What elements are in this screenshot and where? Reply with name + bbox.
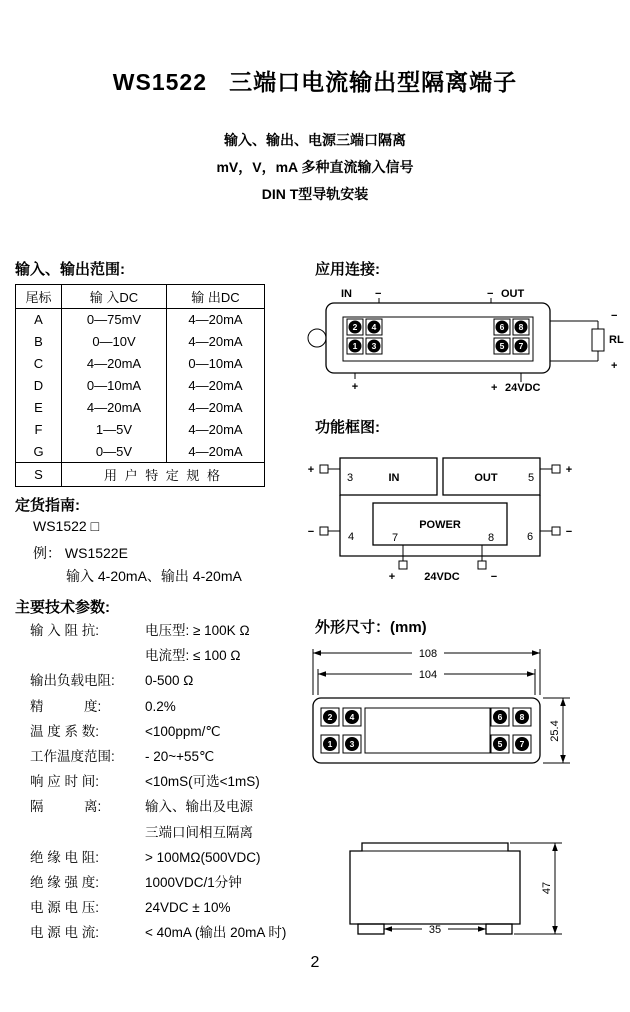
ordering-model: WS1522 □ <box>33 518 100 534</box>
spec-row-accuracy <box>30 694 286 719</box>
dim-47-value: 47 <box>541 881 553 895</box>
cell-code: G <box>16 441 62 463</box>
svg-text:4: 4 <box>371 322 377 332</box>
cell-output: 0—10mA <box>188 356 243 371</box>
terminal-5 <box>494 338 510 354</box>
table-header-row <box>16 285 265 309</box>
cell-output: 4—20mA <box>188 422 243 437</box>
cell-input: 0—10mA <box>62 375 167 397</box>
spec-value: 三端口间相互隔离 <box>145 824 253 840</box>
input-minus-lead <box>308 526 340 538</box>
outline-dimensions-drawing <box>300 641 630 951</box>
right-foot <box>486 924 512 934</box>
specs-list <box>30 618 286 945</box>
subtitle-din-rail: DIN T型导轨安装 <box>261 186 369 202</box>
load-resistor <box>592 329 604 351</box>
output-plus-lead <box>540 464 572 476</box>
cell-code: D <box>16 375 62 397</box>
cell-input: 4—20mA <box>62 397 167 419</box>
load-circuit <box>550 310 624 372</box>
load-plus-sign: + <box>611 360 618 372</box>
svg-text:4: 4 <box>349 712 355 722</box>
terminal-2 <box>321 708 339 726</box>
col-header-code: 尾标 <box>16 285 62 309</box>
spec-row-response-time <box>30 769 286 794</box>
dim-104 <box>318 669 535 695</box>
supply-leads <box>389 545 497 583</box>
terminal-4 <box>343 708 361 726</box>
spec-value: 电压型: ≥ 100K Ω <box>145 623 250 638</box>
svg-text:+: + <box>565 464 573 476</box>
terminal-7 <box>513 735 531 753</box>
cell-input: 0—10V <box>62 331 167 353</box>
table-row <box>16 419 265 441</box>
supply-minus-sign: − <box>490 571 498 583</box>
spec-row-insulation-resistance <box>30 845 286 870</box>
subtitle-isolation: 输入、输出、电源三端口隔离 <box>224 132 406 148</box>
dim-35 <box>384 924 486 936</box>
spec-label: 输出负载电阻: <box>30 673 115 689</box>
page-title: WS1522 三端口电流输出型隔离端子 <box>112 69 518 95</box>
table-row-custom <box>16 463 265 487</box>
spec-row-load-resistance <box>30 668 286 693</box>
cell-code: C <box>16 353 62 375</box>
supply-plus-sign: + <box>388 571 396 583</box>
load-minus-sign: − <box>611 310 618 322</box>
terminal-3 <box>366 338 382 354</box>
spec-row-isolation <box>30 794 286 819</box>
cell-input: 0—5V <box>62 441 167 463</box>
spec-label: 温 度 系 数: <box>30 723 100 739</box>
terminal-1 <box>347 338 363 354</box>
terminal-8-label: 8 <box>488 532 495 544</box>
dimensions-heading: 外形尺寸：(mm) <box>315 619 427 636</box>
svg-text:8: 8 <box>518 322 524 332</box>
spec-label: 电 源 电 流: <box>30 925 100 941</box>
subtitle-block <box>0 127 630 208</box>
power-label: POWER <box>419 519 461 531</box>
specs-heading: 主要技术参数: <box>15 599 110 616</box>
spec-row-supply-current <box>30 920 286 945</box>
spec-label: 输 入 阻 抗: <box>30 623 100 638</box>
svg-text:5: 5 <box>497 739 503 749</box>
table-row <box>16 397 265 419</box>
ordering-example: 例： WS1522E <box>33 545 128 561</box>
terminal-3-label: 3 <box>347 472 354 484</box>
svg-text:8: 8 <box>519 712 525 722</box>
svg-text:1: 1 <box>352 341 358 351</box>
spec-value: - 20~+55℃ <box>145 748 215 764</box>
spec-value: <100ppm/℃ <box>145 723 221 739</box>
table-row <box>16 331 265 353</box>
input-plus-lead <box>308 464 340 476</box>
terminal-5 <box>491 735 509 753</box>
cell-code: S <box>16 463 62 487</box>
svg-text:6: 6 <box>497 712 503 722</box>
cell-output: 4—20mA <box>188 312 243 328</box>
terminal-6 <box>494 319 510 335</box>
spec-value: 24VDC ± 10% <box>145 900 231 916</box>
svg-text:2: 2 <box>352 322 358 332</box>
terminal-2 <box>347 319 363 335</box>
dim-104-value: 104 <box>418 669 438 681</box>
in-plus-sign: + <box>351 381 359 393</box>
spec-value: <10mS(可选<1mS) <box>145 774 260 790</box>
spec-row-insulation-strength <box>30 870 286 895</box>
output-minus-lead <box>540 526 572 538</box>
in-label: IN <box>388 472 400 484</box>
subtitle-signals: mV，V，mA 多种直流输入信号 <box>216 159 414 175</box>
spec-row-temp-range <box>30 744 286 769</box>
svg-text:6: 6 <box>499 322 505 332</box>
spec-row-input-impedance <box>30 618 286 643</box>
spec-row-isolation-2 <box>30 820 286 845</box>
svg-text:7: 7 <box>518 341 524 351</box>
io-range-table <box>15 284 265 487</box>
spec-label: 工作温度范围: <box>30 748 115 764</box>
svg-text:−: − <box>565 526 573 538</box>
spec-row-temp-coefficient <box>30 719 286 744</box>
terminal-5-label: 5 <box>528 472 535 484</box>
spec-value: 0-500 Ω <box>145 673 194 689</box>
rl-label: RL <box>609 334 624 346</box>
spec-label: 电 源 电 压: <box>30 900 100 916</box>
cell-input: 4—20mA <box>62 353 167 375</box>
spec-label: 隔 离: <box>30 799 102 815</box>
cell-input: 1—5V <box>62 419 167 441</box>
ordering-heading: 定货指南: <box>15 497 80 514</box>
svg-text:3: 3 <box>349 739 355 749</box>
cell-output: 4—20mA <box>188 334 243 349</box>
out-label: OUT <box>474 472 498 484</box>
cell-custom-spec: 用 户 特 定 规 格 <box>62 463 265 487</box>
spec-value: > 100MΩ(500VDC) <box>145 849 261 865</box>
cell-code: F <box>16 419 62 441</box>
col-header-output: 输 出DC <box>167 285 265 309</box>
spec-label: 绝 缘 电 阻: <box>30 849 100 865</box>
side-view-profile <box>350 843 520 924</box>
out-minus-sign: − <box>487 288 494 300</box>
svg-text:−: − <box>307 526 315 538</box>
svg-text:1: 1 <box>327 739 333 749</box>
terminal-4 <box>366 319 382 335</box>
cell-code: E <box>16 397 62 419</box>
terminal-8 <box>513 708 531 726</box>
spec-value: 1000VDC/1分钟 <box>145 874 242 890</box>
spec-label: 绝 缘 强 度: <box>30 874 100 890</box>
cell-output: 4—20mA <box>188 400 243 415</box>
svg-text:3: 3 <box>371 341 377 351</box>
svg-text:5: 5 <box>499 341 505 351</box>
dim-47 <box>510 843 562 934</box>
cell-input: 0—75mV <box>62 309 167 331</box>
svg-text:+: + <box>307 464 315 476</box>
svg-text:2: 2 <box>327 712 333 722</box>
table-row <box>16 309 265 331</box>
connection-heading: 应用连接: <box>315 261 380 278</box>
spec-value: < 40mA (输出 20mA 时) <box>145 925 287 941</box>
application-connection-diagram <box>295 281 630 406</box>
svg-text:7: 7 <box>519 739 525 749</box>
spec-label: 精 度: <box>30 698 102 714</box>
supply-label: 24VDC <box>424 571 460 583</box>
spec-value: 输入、输出及电源 <box>145 799 253 815</box>
dim-25-4-value: 25.4 <box>549 720 561 742</box>
io-range-heading: 输入、输出范围: <box>15 261 125 278</box>
function-block-diagram <box>300 441 600 586</box>
out-label: OUT <box>501 288 525 300</box>
spec-label: 响 应 时 间: <box>30 774 100 790</box>
table-row <box>16 375 265 397</box>
terminal-8 <box>513 319 529 335</box>
dim-25-4 <box>543 698 570 763</box>
spec-row-input-impedance-2 <box>30 643 286 668</box>
spec-row-supply-voltage <box>30 895 286 920</box>
top-view-window <box>365 708 490 753</box>
terminal-6 <box>491 708 509 726</box>
table-row <box>16 441 265 463</box>
block-diagram-heading: 功能框图: <box>315 419 380 436</box>
col-header-input: 输 入DC <box>62 285 167 309</box>
cell-code: A <box>16 309 62 331</box>
terminal-1 <box>321 735 339 753</box>
spec-value: 电流型: ≤ 100 Ω <box>145 648 241 664</box>
terminal-7 <box>513 338 529 354</box>
terminal-3 <box>343 735 361 753</box>
ordering-example-desc: 输入 4-20mA、输出 4-20mA <box>66 568 242 584</box>
supply-plus-sign: + <box>491 382 498 394</box>
spec-value: 0.2% <box>145 698 176 714</box>
cell-output: 4—20mA <box>188 443 243 459</box>
terminal-4-label: 4 <box>348 531 355 543</box>
in-label: IN <box>341 288 352 300</box>
dim-35-value: 35 <box>428 924 442 936</box>
supply-label: 24VDC <box>505 382 541 394</box>
cell-output: 4—20mA <box>188 378 243 393</box>
mounting-hole <box>308 329 326 347</box>
terminal-6-label: 6 <box>527 531 534 543</box>
cell-code: B <box>16 331 62 353</box>
dim-108-value: 108 <box>418 648 438 660</box>
table-row <box>16 353 265 375</box>
in-minus-sign: − <box>375 288 382 300</box>
left-foot <box>358 924 384 934</box>
terminal-7-label: 7 <box>392 532 399 544</box>
page-number: 2 <box>310 954 320 971</box>
